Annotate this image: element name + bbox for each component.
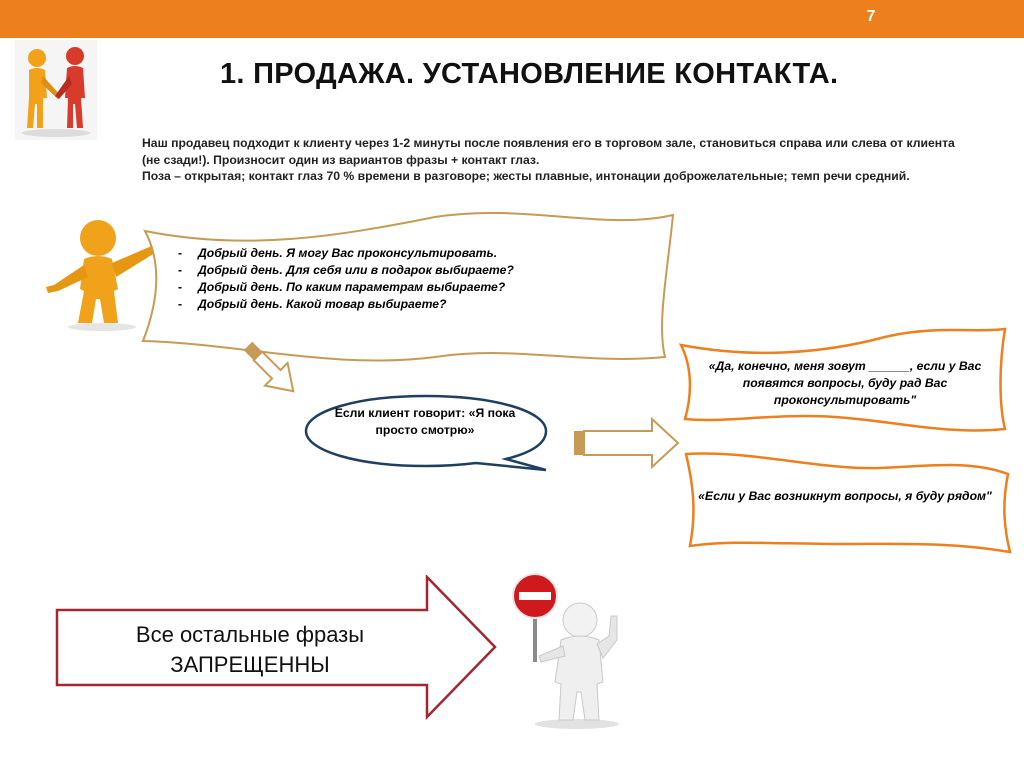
page-number: 7	[866, 8, 876, 25]
list-item: - Добрый день. Какой товар выбираете?	[178, 296, 514, 313]
arrow-right-icon	[572, 415, 682, 471]
forbidden-line: ЗАПРЕЩЕННЫ	[170, 652, 330, 677]
stop-sign-figure-icon	[505, 570, 630, 730]
list-item: - Добрый день. По каким параметрам выбираете?	[178, 279, 514, 296]
handshake-icon	[15, 40, 97, 140]
client-bubble-text: Если клиент говорит: «Я пока просто смотрю»	[334, 406, 516, 437]
intro-paragraph: Наш продавец подходит к клиенту через 1-2 минуты после появления его в торговом зале, становиться справа или слева от клиента (не сзади!). Произносит один из вариантов фразы + контакт глаз.	[142, 136, 955, 167]
page-title: 1. ПРОДАЖА. УСТАНОВЛЕНИЕ КОНТАКТА.	[220, 58, 839, 90]
forbidden-line: Все остальные фразы	[135, 622, 365, 647]
arrow-down-right-icon	[240, 340, 308, 412]
intro-text	[142, 135, 957, 185]
list-item: - Добрый день. Для себя или в подарок выбираете?	[178, 262, 514, 279]
forbidden-text	[70, 620, 430, 680]
reply-text: «Да, конечно, меня зовут ______, если у Вас появятся вопросы, буду рад Вас проконсультировать"	[708, 359, 982, 407]
list-item: - Добрый день. Я могу Вас проконсультировать.	[178, 245, 514, 262]
reply-text: «Если у Вас возникнут вопросы, я буду рядом"	[698, 489, 992, 503]
greeting-list	[178, 245, 514, 313]
intro-paragraph: Поза – открытая; контакт глаз 70 % времени в разговоре; жесты плавные, интонации доброжелательные; темп речи средний.	[142, 169, 910, 183]
